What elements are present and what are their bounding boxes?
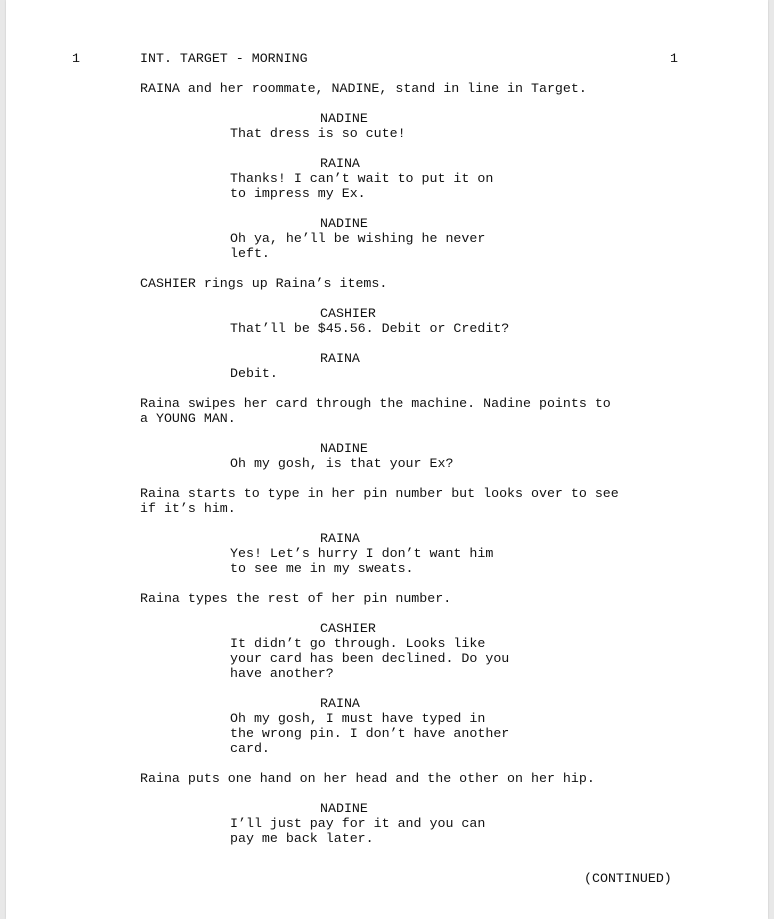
character-name: RAINA xyxy=(320,351,360,366)
dialogue-line: Oh my gosh, is that your Ex? xyxy=(230,456,454,471)
character-name: CASHIER xyxy=(320,306,376,321)
scene-number-right: 1 xyxy=(670,51,678,66)
character-name: RAINA xyxy=(320,696,360,711)
dialogue-line: Oh my gosh, I must have typed in xyxy=(230,711,486,726)
continued-marker: (CONTINUED) xyxy=(584,871,672,886)
action-line: RAINA and her roommate, NADINE, stand in line in Target. xyxy=(140,81,587,96)
dialogue-line: have another? xyxy=(230,666,334,681)
scene-number-left: 1 xyxy=(72,51,80,66)
dialogue-line: Thanks! I can’t wait to put it on xyxy=(230,171,494,186)
dialogue-line: the wrong pin. I don’t have another xyxy=(230,726,510,741)
action-line: if it’s him. xyxy=(140,501,236,516)
dialogue-line: card. xyxy=(230,741,270,756)
dialogue-line: pay me back later. xyxy=(230,831,374,846)
dialogue-line: your card has been declined. Do you xyxy=(230,651,510,666)
action-line: Raina swipes her card through the machine. Nadine points to xyxy=(140,396,611,411)
character-name: NADINE xyxy=(320,111,368,126)
character-name: RAINA xyxy=(320,531,360,546)
dialogue-line: Oh ya, he’ll be wishing he never xyxy=(230,231,486,246)
dialogue-line: That’ll be $45.56. Debit or Credit? xyxy=(230,321,510,336)
dialogue-line: left. xyxy=(230,246,270,261)
character-name: NADINE xyxy=(320,216,368,231)
character-name: NADINE xyxy=(320,441,368,456)
dialogue-line: I’ll just pay for it and you can xyxy=(230,816,486,831)
dialogue-line: to impress my Ex. xyxy=(230,186,366,201)
dialogue-line: to see me in my sweats. xyxy=(230,561,414,576)
screenplay-page xyxy=(6,0,768,919)
dialogue-line: Yes! Let’s hurry I don’t want him xyxy=(230,546,494,561)
action-line: Raina puts one hand on her head and the other on her hip. xyxy=(140,771,595,786)
action-line: Raina starts to type in her pin number but looks over to see xyxy=(140,486,619,501)
character-name: NADINE xyxy=(320,801,368,816)
dialogue-line: Debit. xyxy=(230,366,278,381)
action-line: CASHIER rings up Raina’s items. xyxy=(140,276,388,291)
action-line: a YOUNG MAN. xyxy=(140,411,236,426)
character-name: CASHIER xyxy=(320,621,376,636)
dialogue-line: That dress is so cute! xyxy=(230,126,406,141)
scene-heading: INT. TARGET - MORNING xyxy=(140,51,308,66)
dialogue-line: It didn’t go through. Looks like xyxy=(230,636,486,651)
action-line: Raina types the rest of her pin number. xyxy=(140,591,452,606)
character-name: RAINA xyxy=(320,156,360,171)
